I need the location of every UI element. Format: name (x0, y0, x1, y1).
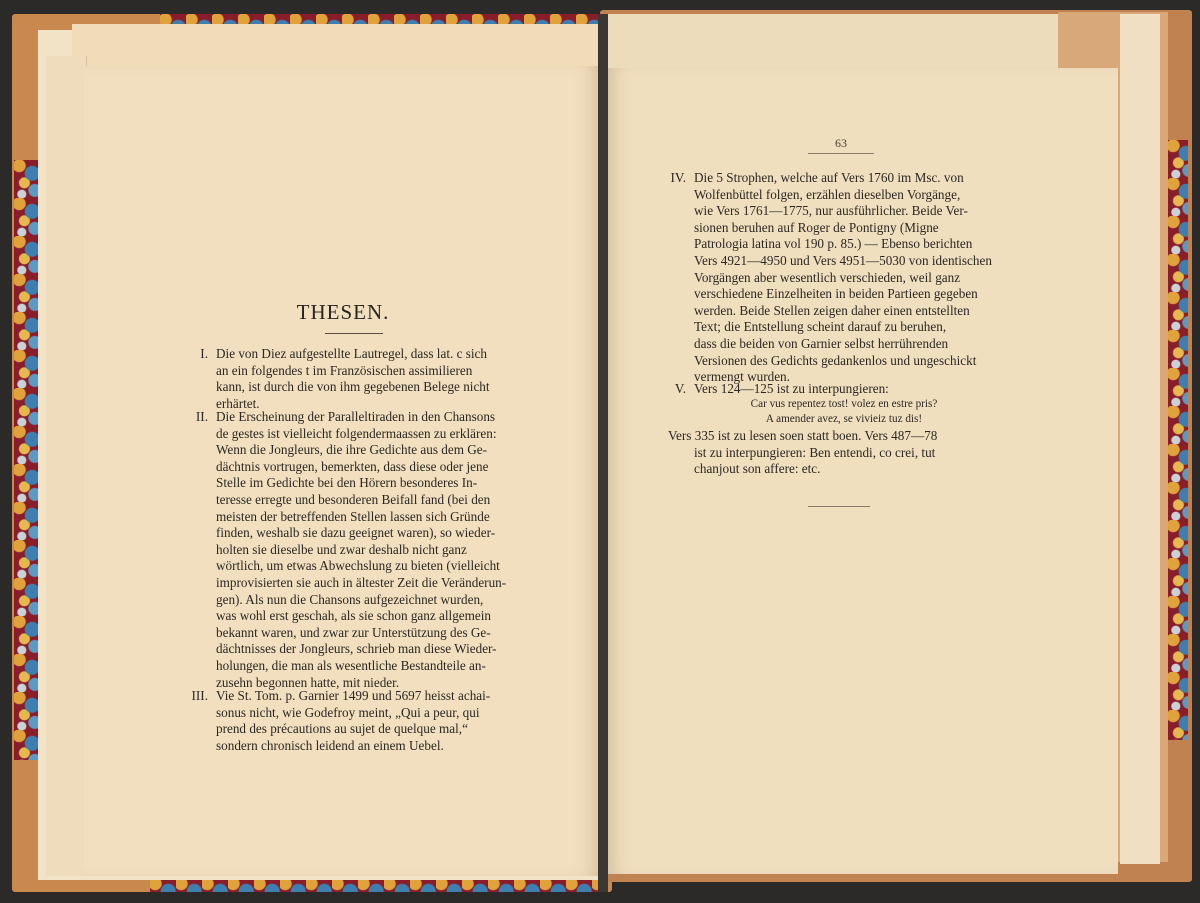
thesis-ii (216, 409, 544, 691)
text-line: Stelle im Gedichte bei den Hörern besonderes In- (216, 475, 478, 491)
text-line: Die Erscheinung der Paralleltiraden in den Chansons (216, 409, 496, 424)
text-line: Wenn die Jongleurs, die ihre Gedichte aus dem Ge- (216, 442, 488, 458)
text-line: bekannt waren, und zwar zur Unterstützung des Ge- (216, 624, 491, 640)
page-stack-right-top (602, 14, 1060, 74)
text-line: wie Vers 1761—1775, nur ausführlicher. Beide Ver- (694, 203, 968, 219)
quote-line: A amender avez, se vivieiz tuz dis! (765, 413, 923, 425)
vers-note (668, 428, 1020, 478)
text-line: sonus nicht, wie Godefroy meint, „Qui a peur, qui (216, 704, 480, 720)
text-line: dächtnisses der Jongleurs, schrieb man diese Wieder- (216, 641, 497, 657)
text-line: verschiedene Einzelheiten in beiden Partieen gegeben (694, 286, 978, 302)
thesis-iv (694, 170, 1020, 386)
thesis-iii (216, 688, 544, 754)
thesis-v-line: Vers 124—125 ist zu interpungieren: (694, 381, 889, 396)
marbled-endpaper-bottom (150, 878, 600, 892)
text-line: Vorgängen aber wesentlich verschieden, weil ganz (694, 269, 961, 285)
text-line: Versionen des Gedichts gedankenlos und ungeschickt (694, 352, 977, 368)
quote-line: Car vus repentez tost! volez en estre pris? (750, 398, 938, 410)
thesis-number: III. (191, 688, 208, 703)
thesis-number: I. (200, 346, 208, 361)
title-rule (325, 333, 383, 334)
text-line: kann, ist durch die von ihm gegebenen Belege nicht (216, 379, 490, 395)
thesis-v-quote (694, 397, 994, 427)
text-line: improvisierten sie auch in ältester Zeit die Veränderun- (216, 574, 507, 590)
text-line: de gestes ist vielleicht folgendermaassen zu erklären: (216, 425, 497, 441)
text-line: teresse erregte und besonderen Beifall fand (bei den (216, 491, 491, 507)
text-line: sondern chronisch leidend an einem Uebel. (216, 737, 444, 753)
marbled-endpaper-right (1168, 140, 1188, 740)
text-line: dächtnis vortrugen, bemerkten, dass diese oder jene (216, 458, 489, 474)
text-line: chanjout son affere: etc. (694, 461, 821, 477)
text-line: wörtlich, um etwas Abwechslung zu bieten (vielleicht (216, 558, 500, 574)
text-line: holungen, die man als wesentliche Bestandteile an- (216, 657, 486, 673)
text-line: finden, weshalb sie dazu geeignet waren), so wieder- (216, 525, 496, 541)
thesis-number: IV. (670, 170, 686, 185)
text-line: werden. Beide Stellen zeigen daher einen entstellten (694, 302, 970, 318)
text-line: erhärtet. (216, 395, 260, 411)
text-line: Vie St. Tom. p. Garnier 1499 und 5697 heisst achai- (216, 688, 491, 703)
text-line: Vers 335 ist zu lesen soen statt boen. Vers 487—78 (668, 428, 938, 443)
text-line: sionen beruhen auf Roger de Pontigny (Migne (694, 219, 939, 235)
text-line: dass die beiden von Garnier selbst herrührenden (694, 335, 949, 351)
text-line: Patrologia latina vol 190 p. 85.) — Ebenso berichten (694, 236, 973, 252)
page-stack-left-top (72, 24, 602, 72)
text-line: meisten der betreffenden Stellen lassen sich Gründe (216, 508, 490, 524)
page-title: THESEN. (296, 300, 390, 324)
text-line: was wohl erst geschah, als sie schon ganz allgemein (216, 608, 492, 624)
text-line: prend des précautions au sujet de quelque mal,“ (216, 721, 468, 737)
text-line: Vers 4921—4950 und Vers 4951—5030 von identischen (694, 252, 992, 268)
end-rule (808, 506, 870, 507)
thesis-number: II. (195, 409, 208, 424)
text-line: Die 5 Strophen, welche auf Vers 1760 im Msc. von (694, 170, 964, 185)
thesis-number: V. (674, 381, 686, 396)
text-line: an ein folgendes t im Französischen assimilieren (216, 362, 473, 378)
text-line: zusehn begonnen hatte, mit nieder. (216, 674, 400, 690)
text-line: Die von Diez aufgestellte Lautregel, dass lat. c sich (216, 346, 487, 361)
page-stack-right-edge (1120, 14, 1160, 864)
page-stack-left-edge (46, 56, 87, 876)
text-line: gen). Als nun die Chansons aufgezeichnet wurden, (216, 591, 484, 607)
text-line: Text; die Entstellung scheint darauf zu beruhen, (694, 319, 947, 335)
text-line: ist zu interpungieren: Ben entendi, co crei, tut (694, 444, 936, 460)
text-line: holten sie dieselbe und zwar deshalb nicht ganz (216, 541, 467, 557)
text-line: vermengt wurden. (694, 369, 790, 385)
page-number: 63 (835, 136, 847, 150)
page-number-rule (808, 153, 874, 154)
thesis-i (216, 346, 544, 412)
text-line: Wolfenbüttel folgen, erzählen dieselben Vorgänge, (694, 186, 961, 202)
